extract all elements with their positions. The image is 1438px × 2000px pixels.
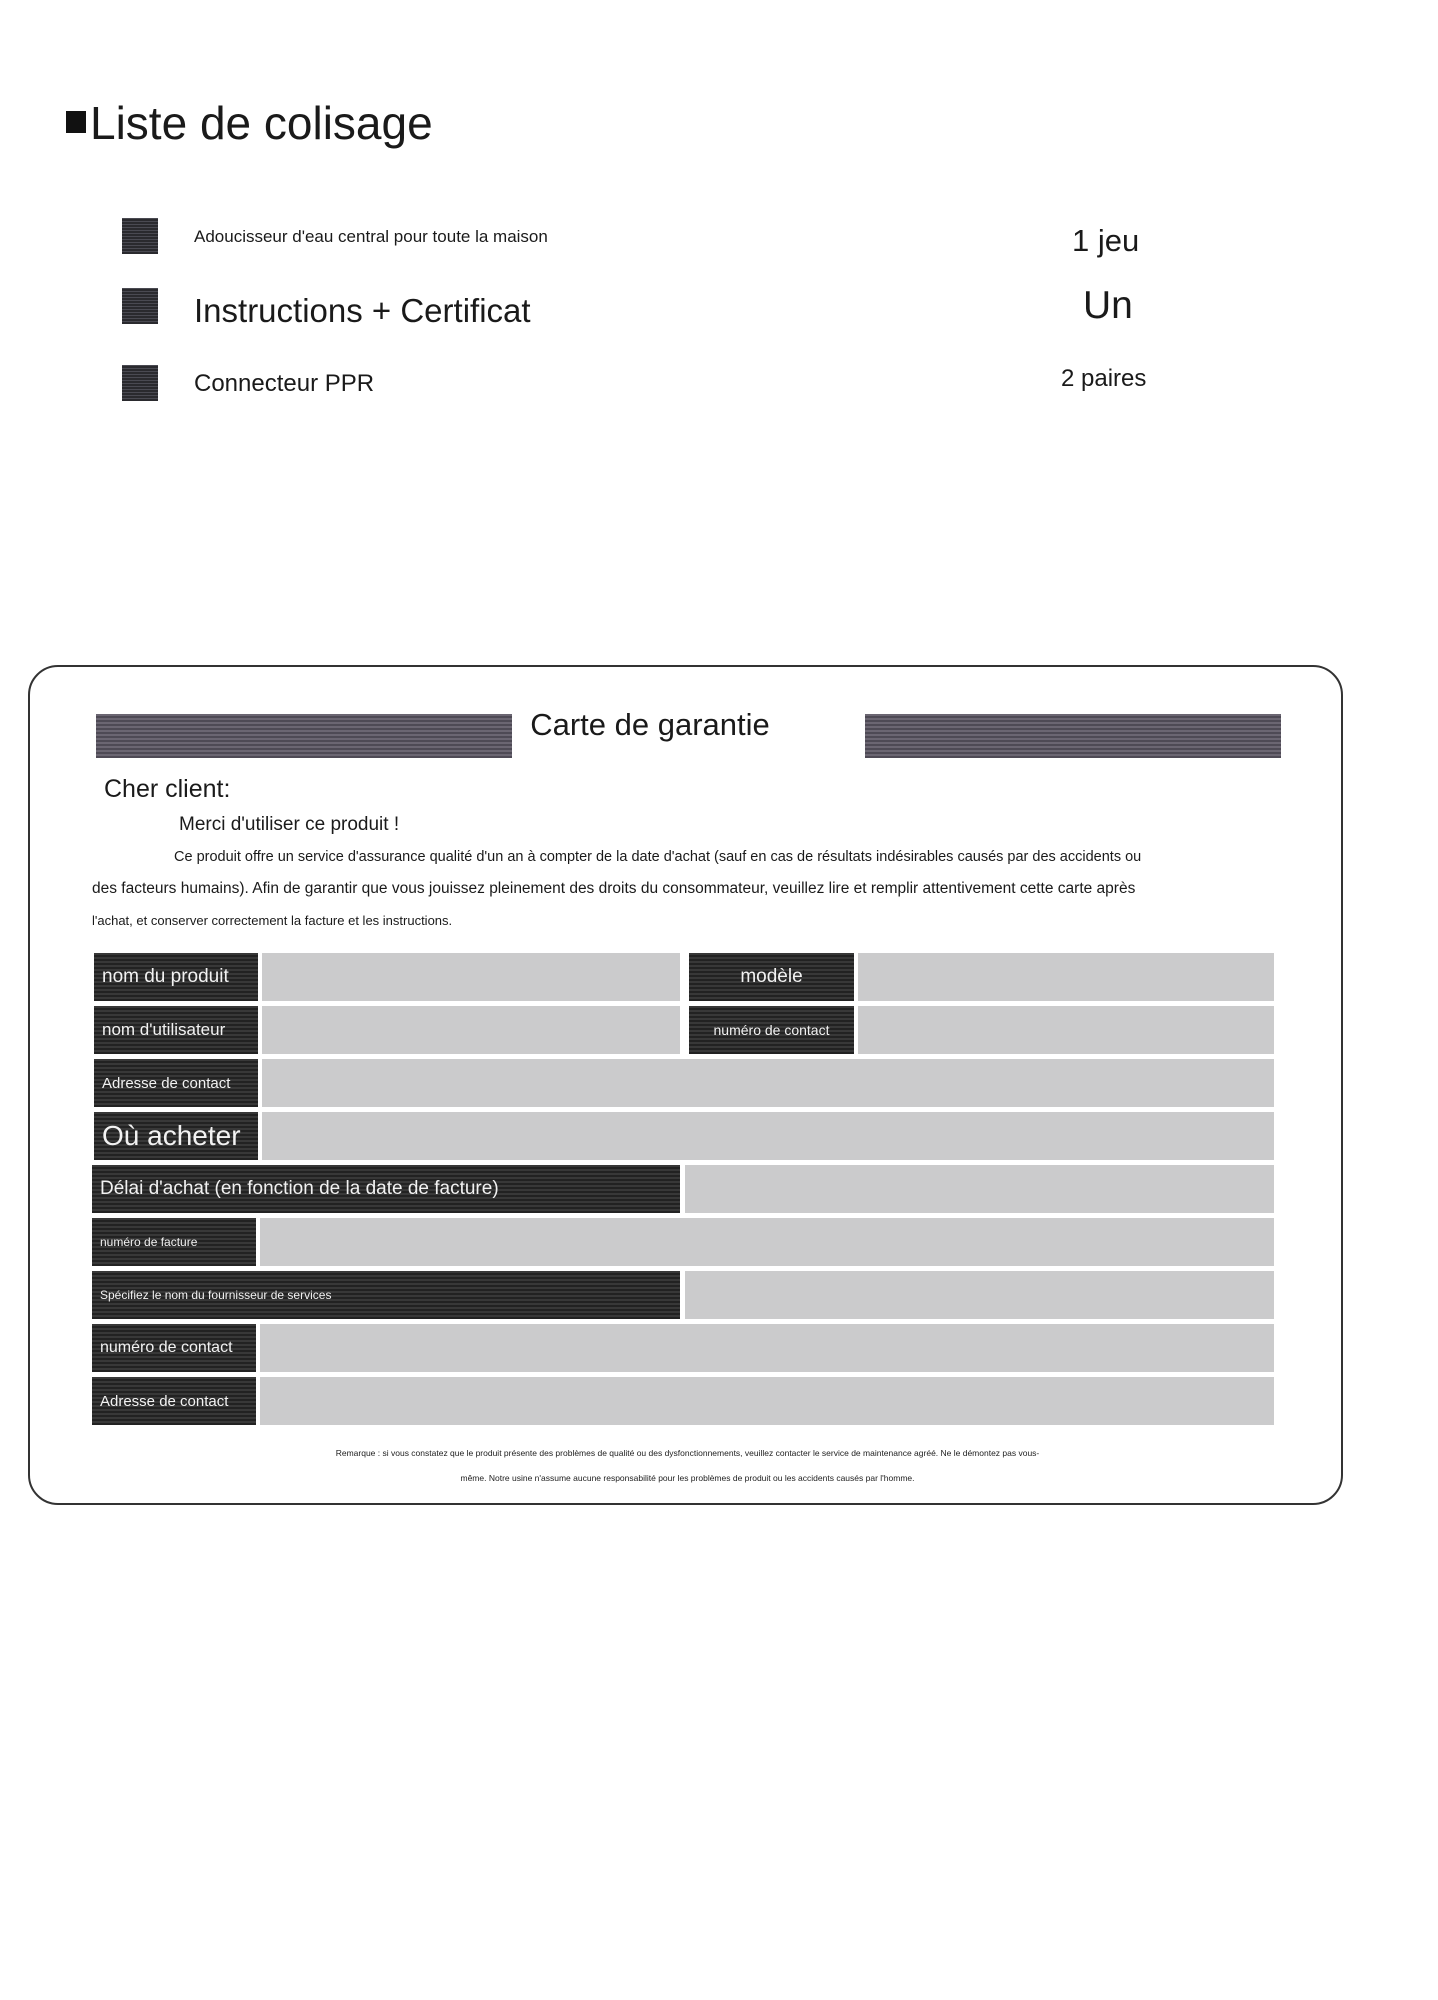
greeting: Cher client:	[104, 775, 231, 803]
label-contact-address: Adresse de contact	[94, 1059, 258, 1107]
model-field[interactable]	[858, 953, 1274, 1001]
warranty-card	[28, 665, 1343, 1505]
invoice-number-field[interactable]	[260, 1218, 1274, 1266]
remark-line: Remarque : si vous constatez que le produit présente des problèmes de qualité ou des dysfonctionnements, veuillez contacter le service de maintenance agréé. Ne le démontez pas vous-	[335, 1448, 1040, 1458]
label-user-name: nom d'utilisateur	[94, 1006, 258, 1054]
label-provider-name: Spécifiez le nom du fournisseur de services	[92, 1271, 680, 1319]
packing-list-item	[0, 365, 1438, 405]
item-quantity: 2 paires	[1061, 365, 1147, 392]
remark-line: même. Notre usine n'assume aucune responsabilité pour les problèmes de produit ou les accidents causés par l'homme.	[460, 1473, 915, 1483]
purchase-period-field[interactable]	[685, 1165, 1274, 1213]
packing-list-item	[0, 284, 1438, 329]
thanks-line: Merci d'utiliser ce produit !	[179, 814, 400, 835]
item-name: Instructions + Certificat	[194, 292, 531, 329]
label-product-name: nom du produit	[94, 953, 258, 1001]
packing-list-title-text: Liste de colisage	[90, 97, 433, 149]
label-provider-contact-number: numéro de contact	[92, 1324, 256, 1372]
label-where-to-buy: Où acheter	[94, 1112, 258, 1160]
item-bullet-icon	[122, 288, 158, 324]
where-to-buy-field[interactable]	[262, 1112, 1274, 1160]
item-quantity: 1 jeu	[1072, 223, 1140, 258]
item-name: Adoucisseur d'eau central pour toute la maison	[194, 227, 548, 246]
label-provider-contact-address: Adresse de contact	[92, 1377, 256, 1425]
item-name: Connecteur PPR	[194, 370, 375, 397]
label-invoice-number: numéro de facture	[92, 1218, 256, 1266]
label-contact-number: numéro de contact	[689, 1006, 854, 1054]
label-model: modèle	[689, 953, 854, 1001]
warranty-paragraph-line: des facteurs humains). Afin de garantir que vous jouissez pleinement des droits du consommateur, veuillez lire et remplir attentivement cette carte après	[92, 880, 1136, 897]
warranty-paragraph-line: Ce produit offre un service d'assurance qualité d'un an à compter de la date d'achat (sauf en cas de résultats indésirables causés par des accidents ou	[174, 849, 1142, 865]
item-bullet-icon	[122, 365, 158, 401]
item-bullet-icon	[122, 218, 158, 254]
label-purchase-period: Délai d'achat (en fonction de la date de facture)	[92, 1165, 680, 1213]
user-name-field[interactable]	[262, 1006, 680, 1054]
bullet-square-icon	[66, 111, 86, 133]
contact-address-field[interactable]	[262, 1059, 1274, 1107]
provider-contact-address-field[interactable]	[260, 1377, 1274, 1425]
packing-list-item	[0, 218, 1438, 258]
packing-list-title	[66, 98, 433, 149]
provider-name-field[interactable]	[685, 1271, 1274, 1319]
item-quantity: Un	[1083, 284, 1133, 327]
provider-contact-number-field[interactable]	[260, 1324, 1274, 1372]
product-name-field[interactable]	[262, 953, 680, 1001]
warranty-paragraph-line: l'achat, et conserver correctement la facture et les instructions.	[92, 913, 453, 928]
warranty-card-title: Carte de garantie	[530, 707, 770, 742]
contact-number-field[interactable]	[858, 1006, 1274, 1054]
